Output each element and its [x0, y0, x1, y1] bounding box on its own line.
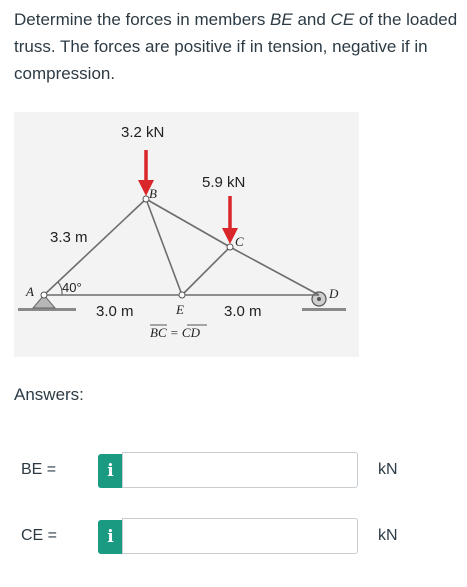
angle-label: 40° — [62, 280, 82, 295]
node-b-label: B — [149, 186, 157, 201]
span-ed-label: 3.0 m — [224, 303, 262, 320]
question-part2: of the loaded truss. The forces are positive if in tension, negative if in compression. — [14, 10, 458, 83]
answer-label-be: BE = — [21, 461, 57, 478]
member-ce: CE — [330, 10, 355, 29]
roller-pin-d — [317, 297, 321, 301]
load-c-label: 5.9 kN — [202, 174, 246, 191]
ground-right — [302, 308, 346, 311]
answer-row-ce — [0, 516, 467, 558]
joint-c — [227, 244, 233, 250]
info-icon[interactable]: i — [98, 520, 123, 554]
answers-title: Answers: — [14, 385, 84, 404]
load-b-label: 3.2 kN — [121, 124, 165, 141]
info-icon[interactable]: i — [98, 454, 123, 488]
unit-label-be: kN — [378, 461, 398, 478]
node-e-label: E — [176, 302, 184, 317]
joint-e — [179, 292, 185, 298]
answer-row-be — [0, 450, 467, 492]
truss-diagram — [14, 112, 359, 357]
truss-figure — [14, 112, 359, 357]
question-part1: Determine the forces in members — [14, 10, 271, 29]
ce-answer-input[interactable] — [122, 518, 358, 554]
joint-a — [41, 292, 47, 298]
span-ae-label: 3.0 m — [96, 303, 134, 320]
node-a-label: A — [26, 284, 34, 299]
answer-label-ce: CE = — [21, 527, 58, 544]
length-ab-label: 3.3 m — [50, 229, 88, 246]
node-c-label: C — [235, 234, 244, 249]
be-answer-input[interactable] — [122, 452, 358, 488]
question-and: and — [292, 10, 331, 29]
equality-label: BC = CD — [150, 325, 200, 340]
node-d-label: D — [329, 286, 339, 301]
unit-label-ce: kN — [378, 527, 398, 544]
member-be: BE — [270, 10, 293, 29]
question-text — [14, 6, 459, 87]
